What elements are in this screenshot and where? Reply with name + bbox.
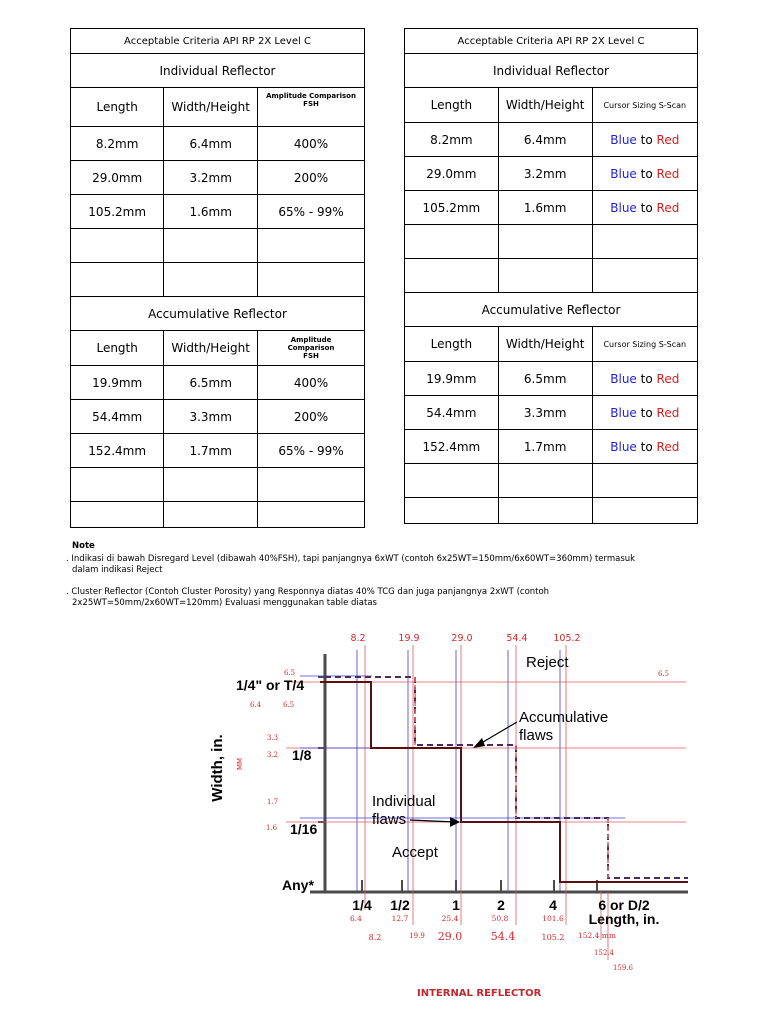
col-width: Width/Height — [498, 88, 592, 123]
x-mm: 8.2 — [368, 933, 382, 942]
x-tick: 1 — [452, 897, 460, 913]
x-mm: 6.4 — [350, 914, 362, 923]
cell: 54.4mm — [405, 396, 499, 430]
x-mm: 105.2 — [541, 933, 565, 942]
cell: 3.3mm — [498, 396, 592, 430]
individual-label: Individual — [372, 793, 436, 810]
top-label: 8.2 — [350, 633, 366, 644]
x-mm: 12.7 — [391, 914, 409, 923]
x-mm: 159.6 — [612, 964, 634, 972]
x-mm: 29.0 — [437, 930, 463, 943]
accept-label: Accept — [392, 844, 438, 861]
x-tick: 4 — [549, 897, 557, 913]
y-mm: 6.5 — [283, 701, 295, 709]
col-cursor-sizing: Cursor Sizing S-Scan — [592, 327, 697, 362]
cell: 1.7mm — [164, 434, 258, 468]
cell: 6.5mm — [498, 362, 592, 396]
y-tick: Any* — [282, 877, 314, 893]
cell: 400% — [258, 366, 365, 400]
x-mm: 152.4 — [593, 949, 615, 957]
cell: 400% — [258, 127, 365, 161]
col-amplitude: Amplitude Comparison FSH — [258, 88, 365, 127]
section-accumulative: Accumulative Reflector — [405, 293, 698, 327]
x-tick: 6 or D/2 — [598, 897, 650, 913]
sizing-cell: Blue to Red — [592, 396, 697, 430]
cell: 65% - 99% — [258, 434, 365, 468]
section-accumulative: Accumulative Reflector — [71, 297, 365, 331]
individual-label: flaws — [372, 811, 407, 828]
right-mm: 6.5 — [658, 670, 670, 678]
x-mm: 152.4 mm — [577, 931, 617, 940]
top-label: 105.2 — [553, 633, 581, 644]
x-mm: 54.4 — [490, 930, 516, 943]
cell: 19.9mm — [405, 362, 499, 396]
col-length: Length — [71, 331, 164, 366]
cell: 65% - 99% — [258, 195, 365, 229]
y-tick: 1/4" or T/4 — [236, 677, 305, 693]
col-amplitude: Amplitude Comparison FSH — [258, 331, 365, 366]
cell: 6.5mm — [164, 366, 258, 400]
cell: 3.2mm — [498, 157, 592, 191]
x-tick: 1/2 — [390, 897, 410, 913]
diagram-caption: INTERNAL REFLECTOR — [417, 988, 542, 999]
x-tick: 1/4 — [352, 897, 372, 913]
top-label: 54.4 — [506, 633, 528, 644]
cell: 105.2mm — [71, 195, 164, 229]
cell: 105.2mm — [405, 191, 499, 225]
cell: 8.2mm — [71, 127, 164, 161]
col-length: Length — [405, 327, 499, 362]
note-line: dalam indikasi Reject — [72, 565, 163, 575]
cell: 3.2mm — [164, 161, 258, 195]
y-mm: 3.2 — [267, 751, 279, 759]
y-mm: 6.4 — [250, 701, 262, 709]
y-mm: 6.5 — [284, 669, 296, 677]
cell: 6.4mm — [164, 127, 258, 161]
sizing-cell: Blue to Red — [592, 362, 697, 396]
note-heading: Note — [72, 541, 95, 551]
col-width: Width/Height — [164, 88, 258, 127]
cell: 29.0mm — [71, 161, 164, 195]
sizing-cell: Blue to Red — [592, 430, 697, 464]
table-title: Acceptable Criteria API RP 2X Level C — [71, 29, 365, 54]
table-title: Acceptable Criteria API RP 2X Level C — [405, 29, 698, 54]
cell: 1.6mm — [164, 195, 258, 229]
cell: 29.0mm — [405, 157, 499, 191]
accumulative-label: flaws — [519, 727, 554, 744]
note-line: . Cluster Reflector (Contoh Cluster Porosity) yang Responnya diatas 40% TCG dan juga panjangnya 2xWT (contoh — [66, 587, 550, 597]
col-length: Length — [405, 88, 499, 123]
y-tick: 1/8 — [292, 747, 312, 763]
cell: 200% — [258, 400, 365, 434]
cell: 19.9mm — [71, 366, 164, 400]
cell: 1.7mm — [498, 430, 592, 464]
sizing-cell: Blue to Red — [592, 157, 697, 191]
cell: 152.4mm — [71, 434, 164, 468]
top-label: 29.0 — [451, 633, 473, 644]
x-mm: 19.9 — [409, 932, 425, 940]
note-line: 2x25WT=50mm/2x60WT=120mm) Evaluasi menggunakan table diatas — [72, 598, 377, 608]
accumulative-label: Accumulative — [519, 709, 609, 726]
x-mm: 50.8 — [491, 914, 509, 923]
col-width: Width/Height — [164, 331, 258, 366]
y-axis-label: Width, in. — [209, 734, 226, 802]
x-mm: 101.6 — [542, 914, 564, 923]
section-individual: Individual Reflector — [71, 54, 365, 88]
sizing-cell: Blue to Red — [592, 191, 697, 225]
cell: 200% — [258, 161, 365, 195]
y-tick: 1/16 — [290, 821, 318, 837]
cell: 8.2mm — [405, 123, 499, 157]
y-mm: 1.6 — [266, 824, 278, 832]
cell: 152.4mm — [405, 430, 499, 464]
top-label: 19.9 — [398, 633, 420, 644]
sizing-cell: Blue to Red — [592, 123, 697, 157]
note-line: . Indikasi di bawah Disregard Level (dibawah 40%FSH), tapi panjangnya 6xWT (contoh 6x25WT=150mm/6x60WT=360mm) termasuk — [66, 554, 636, 564]
col-cursor-sizing: Cursor Sizing S-Scan — [592, 88, 697, 123]
section-individual: Individual Reflector — [405, 54, 698, 88]
x-axis-label: Length, in. — [588, 911, 660, 927]
cell: 54.4mm — [71, 400, 164, 434]
x-mm: 25.4 — [441, 914, 459, 923]
reject-label: Reject — [526, 654, 569, 671]
y-axis-mm: MM — [236, 757, 244, 771]
y-mm: 3.3 — [267, 734, 279, 742]
cell: 3.3mm — [164, 400, 258, 434]
col-length: Length — [71, 88, 164, 127]
x-tick: 2 — [497, 897, 505, 913]
cell: 6.4mm — [498, 123, 592, 157]
y-mm: 1.7 — [267, 798, 279, 806]
cell: 1.6mm — [498, 191, 592, 225]
col-width: Width/Height — [498, 327, 592, 362]
